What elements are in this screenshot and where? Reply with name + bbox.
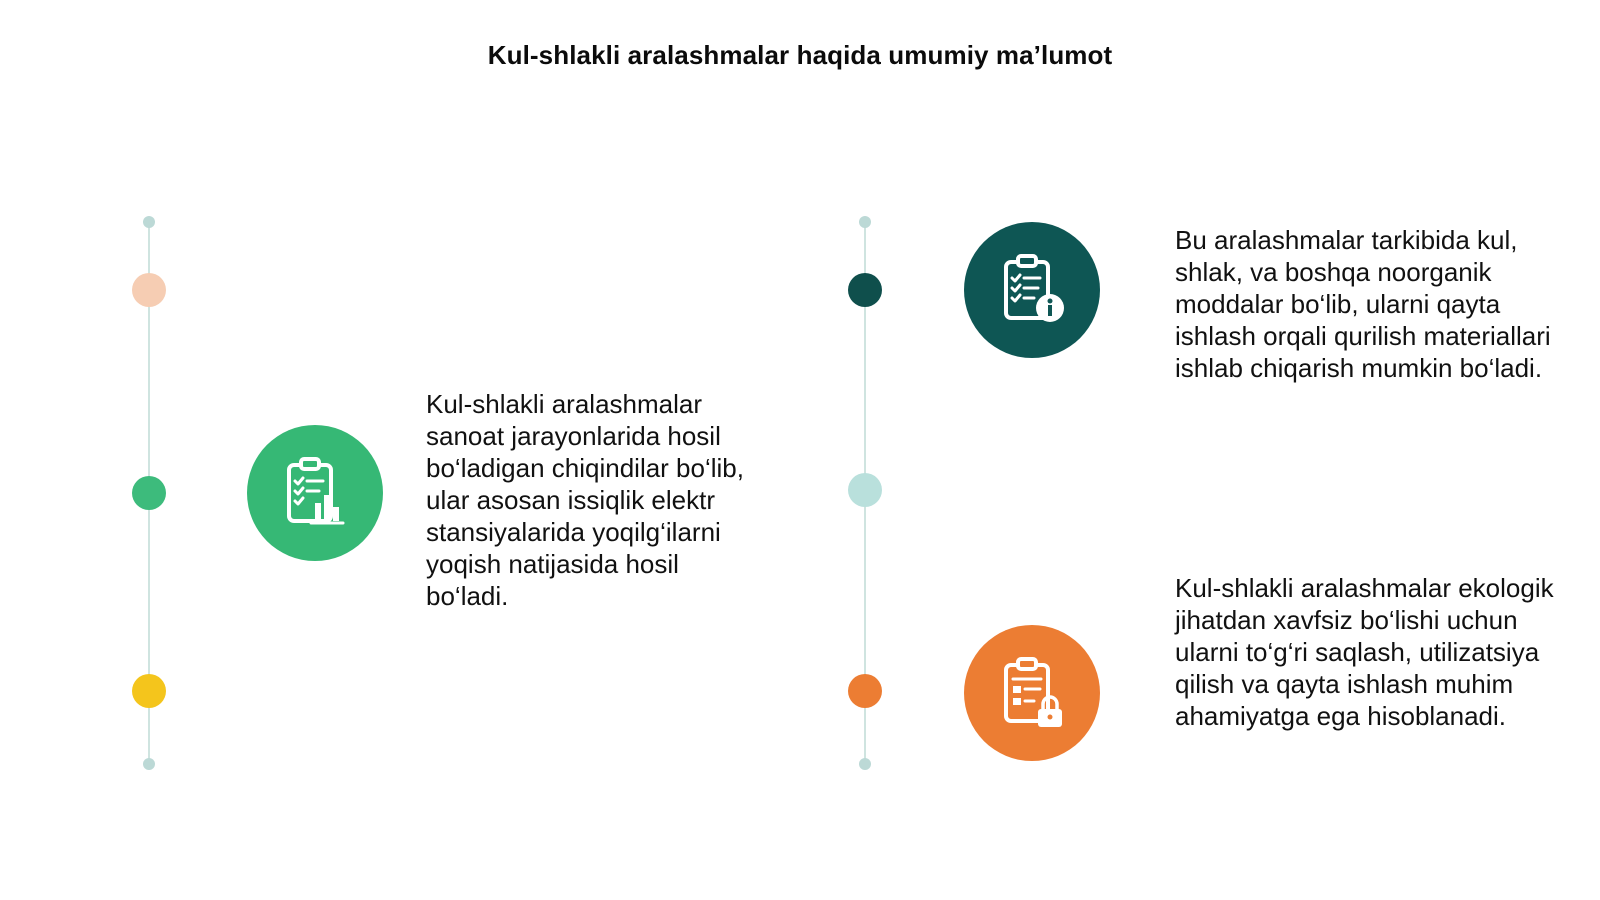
clipboard-lock-icon (964, 625, 1100, 761)
timeline-dot-mint (848, 473, 882, 507)
timeline-dot-green (132, 476, 166, 510)
timeline-dot-dark-teal (848, 273, 882, 307)
clipboard-info-icon (964, 222, 1100, 358)
item-text: Kul-shlakli aralashmalar ekologik jihatdan xavfsiz bo‘lishi uchun ularni to‘g‘ri saqlash, utilizatsiya qilish va qayta ishlash muhim ahamiyatga ega hisoblanadi. (1175, 573, 1554, 731)
timeline-dot-peach (132, 273, 166, 307)
timeline-end-dot (859, 758, 871, 770)
item-text: Kul-shlakli aralashmalar sanoat jarayonlarida hosil bo‘ladigan chiqindilar bo‘lib, ular asosan issiqlik elektr stansiyalarida yoqilg‘ilarni yoqish natijasida hosil bo‘ladi. (426, 389, 744, 611)
item-text: Bu aralashmalar tarkibida kul, shlak, va boshqa noorganik moddalar bo‘lib, ularni qayta ishlash orqali qurilish materiallari ishlab chiqarish mumkin bo‘ladi. (1175, 225, 1551, 383)
timeline-end-dot (143, 216, 155, 228)
timeline-dot-orange (848, 674, 882, 708)
timeline-end-dot (859, 216, 871, 228)
clipboard-chart-icon (247, 425, 383, 561)
timeline-end-dot (143, 758, 155, 770)
timeline-dot-yellow (132, 674, 166, 708)
page-title: Kul-shlakli aralashmalar haqida umumiy ma’lumot (487, 40, 1113, 70)
